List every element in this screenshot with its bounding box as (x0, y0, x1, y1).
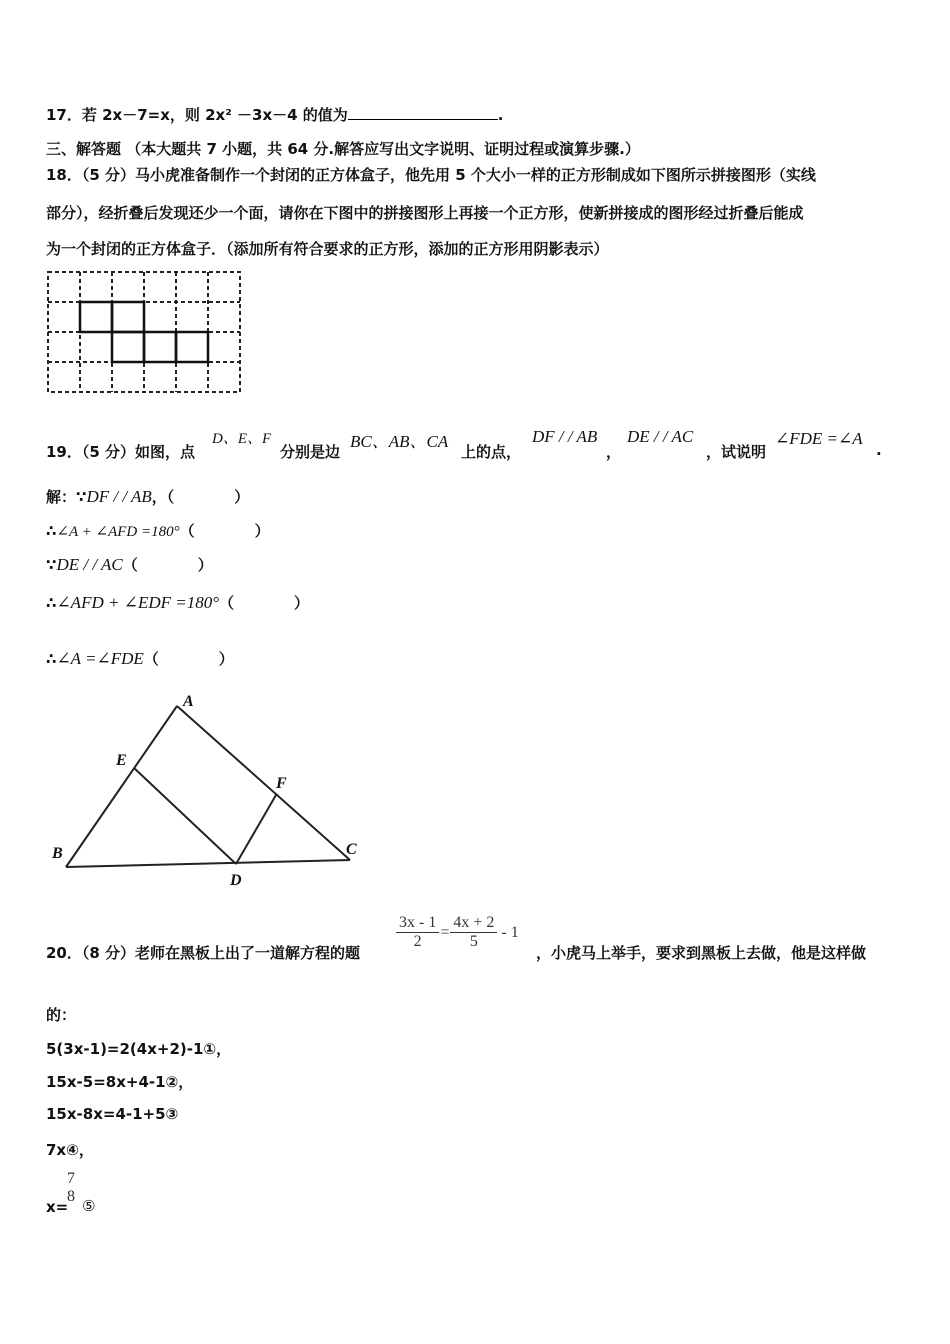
question-17: 17．若 2x－7=x，则 2x² －3x－4 的值为 . (46, 106, 504, 124)
label-b: B (52, 845, 63, 862)
q19-step-4: ∴∠AFD + ∠EDF =180°（ ） (46, 593, 310, 612)
q18-line3: 为一个封闭的正方体盒子．（添加所有符合要求的正方形，添加的正方形用阴影表示） (46, 240, 609, 258)
answer-blank[interactable] (348, 105, 498, 120)
q20-equation: $\frac{3x - 1}{2}$ = $\frac{4x + 2}{5}$ - 1 (396, 914, 519, 951)
segment-df (236, 795, 276, 864)
q19-sides: BC、AB、CA (350, 432, 449, 451)
cube-net-grid (46, 270, 242, 394)
side-ac (177, 706, 350, 860)
q18-line1: 18．（5 分）马小虎准备制作一个封闭的正方体盒子，他先用 5 个大小一样的正方形制成如下图所示拼接图形（实线 (46, 166, 816, 184)
rhs-fraction: $\frac{4x + 2}{5}$ (450, 914, 497, 951)
label-a: A (183, 693, 194, 710)
q19-step-1: 解：∵DF / / AB，（ ） (46, 487, 250, 506)
q20-step-2: 15x-5=8x+4-1②， (46, 1073, 194, 1091)
q19-step-2: ∴∠A + ∠AFD =180°（ ） (46, 522, 270, 540)
net-solid-squares (80, 302, 208, 362)
q19-points: D、E、F (212, 431, 272, 447)
lhs-fraction: $\frac{3x - 1}{2}$ (396, 914, 439, 951)
label-c: C (346, 841, 357, 858)
segment-de (134, 768, 236, 864)
label-d: D (230, 872, 242, 889)
label-f: F (276, 775, 287, 792)
q19-step-5: ∴∠A =∠FDE（ ） (46, 649, 234, 668)
q19-cond1: DF / / AB (532, 427, 598, 446)
section-heading: 三、解答题 （本大题共 7 小题，共 64 分.解答应写出文字说明、证明过程或演算步骤.） (46, 140, 640, 158)
final-fraction: 7 8 (67, 1170, 75, 1205)
q17-text: 17．若 2x－7=x，则 2x² －3x－4 的值为 (46, 106, 348, 124)
side-bc (66, 860, 350, 867)
q19-goal: ∠FDE =∠A (775, 429, 863, 448)
q20-line2: 的： (46, 1006, 77, 1024)
label-e: E (116, 752, 127, 769)
q20-step-4: 7x④， (46, 1141, 94, 1159)
triangle-figure (40, 690, 370, 890)
q20-step-1: 5(3x-1)=2(4x+2)-1①， (46, 1040, 232, 1058)
q18-line2: 部分），经折叠后发现还少一个面，请你在下图中的拼接图形上再接一个正方形，使新拼接成的图形经过折叠后能成 (46, 204, 804, 222)
q20-prompt: 20．（8 分）老师在黑板上出了一道解方程的题 $\frac{3x - 1}{2}$ = $\frac{4x + 2}{5}$ - 1 ，小虎马上举手，要求到黑板上去做，他是这样做 (46, 914, 867, 962)
q19-step-3: ∵DE / / AC（ ） (46, 555, 213, 574)
q19-cond2: DE / / AC (627, 427, 694, 446)
side-ab (66, 706, 177, 867)
q20-step-3: 15x-8x=4-1+5③ (46, 1105, 179, 1123)
